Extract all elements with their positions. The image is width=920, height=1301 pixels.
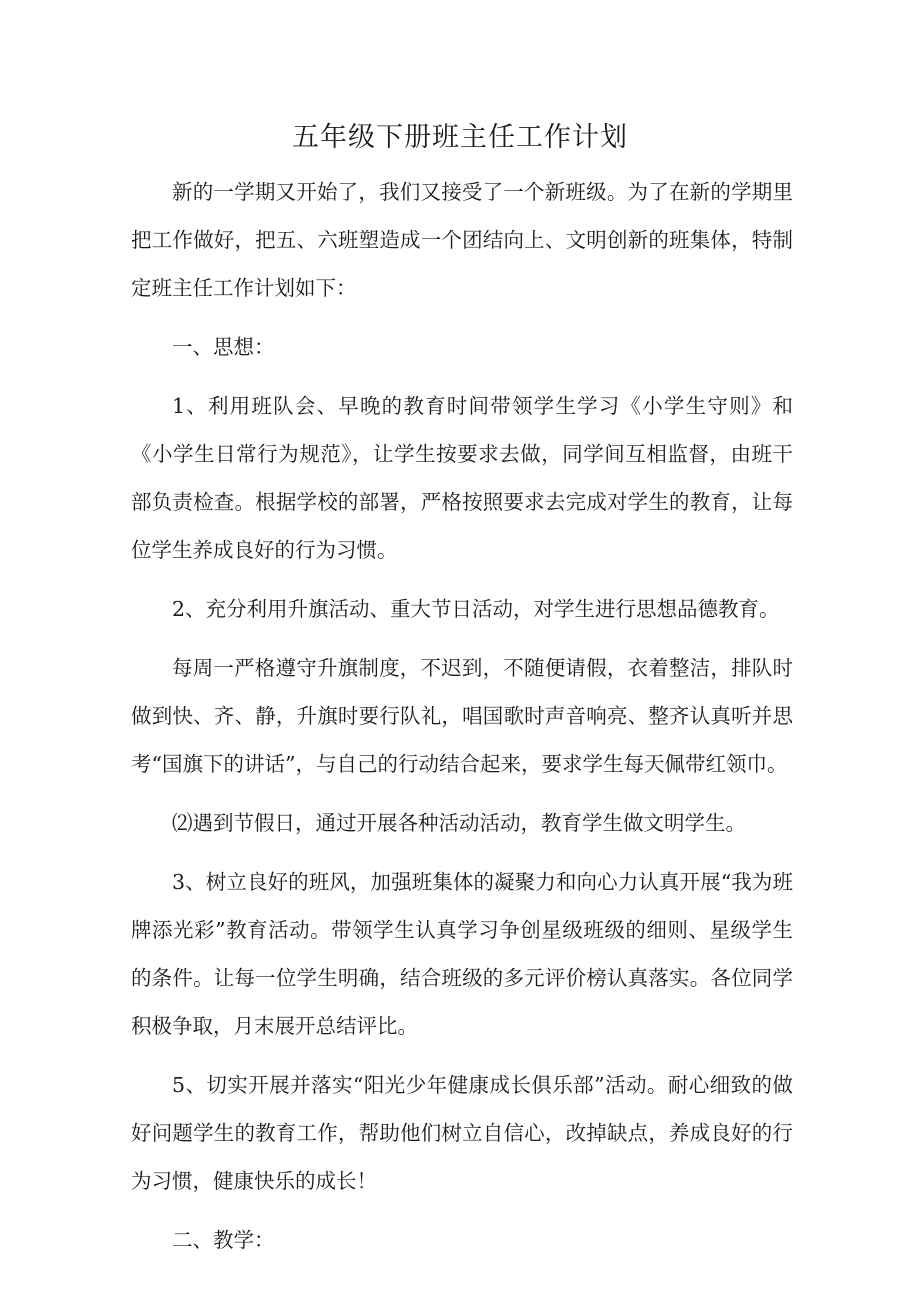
section-heading-teaching: 二、教学： [172,1228,275,1253]
paragraph-item-5: 5、切实开展并落实“阳光少年健康成长俱乐部”活动。耐心细致的做好问题学生的教育工作，帮助他们树立自信心，改掉缺点，养成良好的行为习惯，健康快乐的成长！ [131,1073,793,1194]
document-title: 五年级下册班主任工作计划 [292,122,628,153]
section-heading-thought: 一、思想： [172,335,275,360]
paragraph-item-2: 2、充分利用升旗活动、重大节日活动，对学生进行思想品德教育。 [172,597,780,622]
paragraph-holidays: ⑵遇到节假日，通过开展各种活动活动，教育学生做文明学生。 [172,811,746,836]
paragraph-flag-ceremony: 每周一严格遵守升旗制度，不迟到，不随便请假，衣着整洁，排队时做到快、齐、静，升旗时要行队礼，唱国歌时声音响亮、整齐认真听并思考“国旗下的讲话”，与自己的行动结合起来，要求学生每天佩带红领巾。 [131,656,793,777]
paragraph-item-1: 1、利用班队会、早晚的教育时间带领学生学习《小学生守则》和《小学生日常行为规范》，让学生按要求去做，同学间互相监督，由班干部负责检查。根据学校的部署，严格按照要求去完成对学生的教育，让每位学生养成良好的行为习惯。 [131,393,793,563]
intro-paragraph: 新的一学期又开始了，我们又接受了一个新班级。为了在新的学期里把工作做好，把五、六班塑造成一个团结向上、文明创新的班集体，特制定班主任工作计划如下： [131,180,793,301]
document-body [131,168,793,1264]
paragraph-item-3: 3、树立良好的班风，加强班集体的凝聚力和向心力认真开展“我为班牌添光彩”教育活动。带领学生认真学习争创星级班级的细则、星级学生的条件。让每一位学生明确，结合班级的多元评价榜认真落实。各位同学积极争取，月末展开总结评比。 [131,870,793,1039]
